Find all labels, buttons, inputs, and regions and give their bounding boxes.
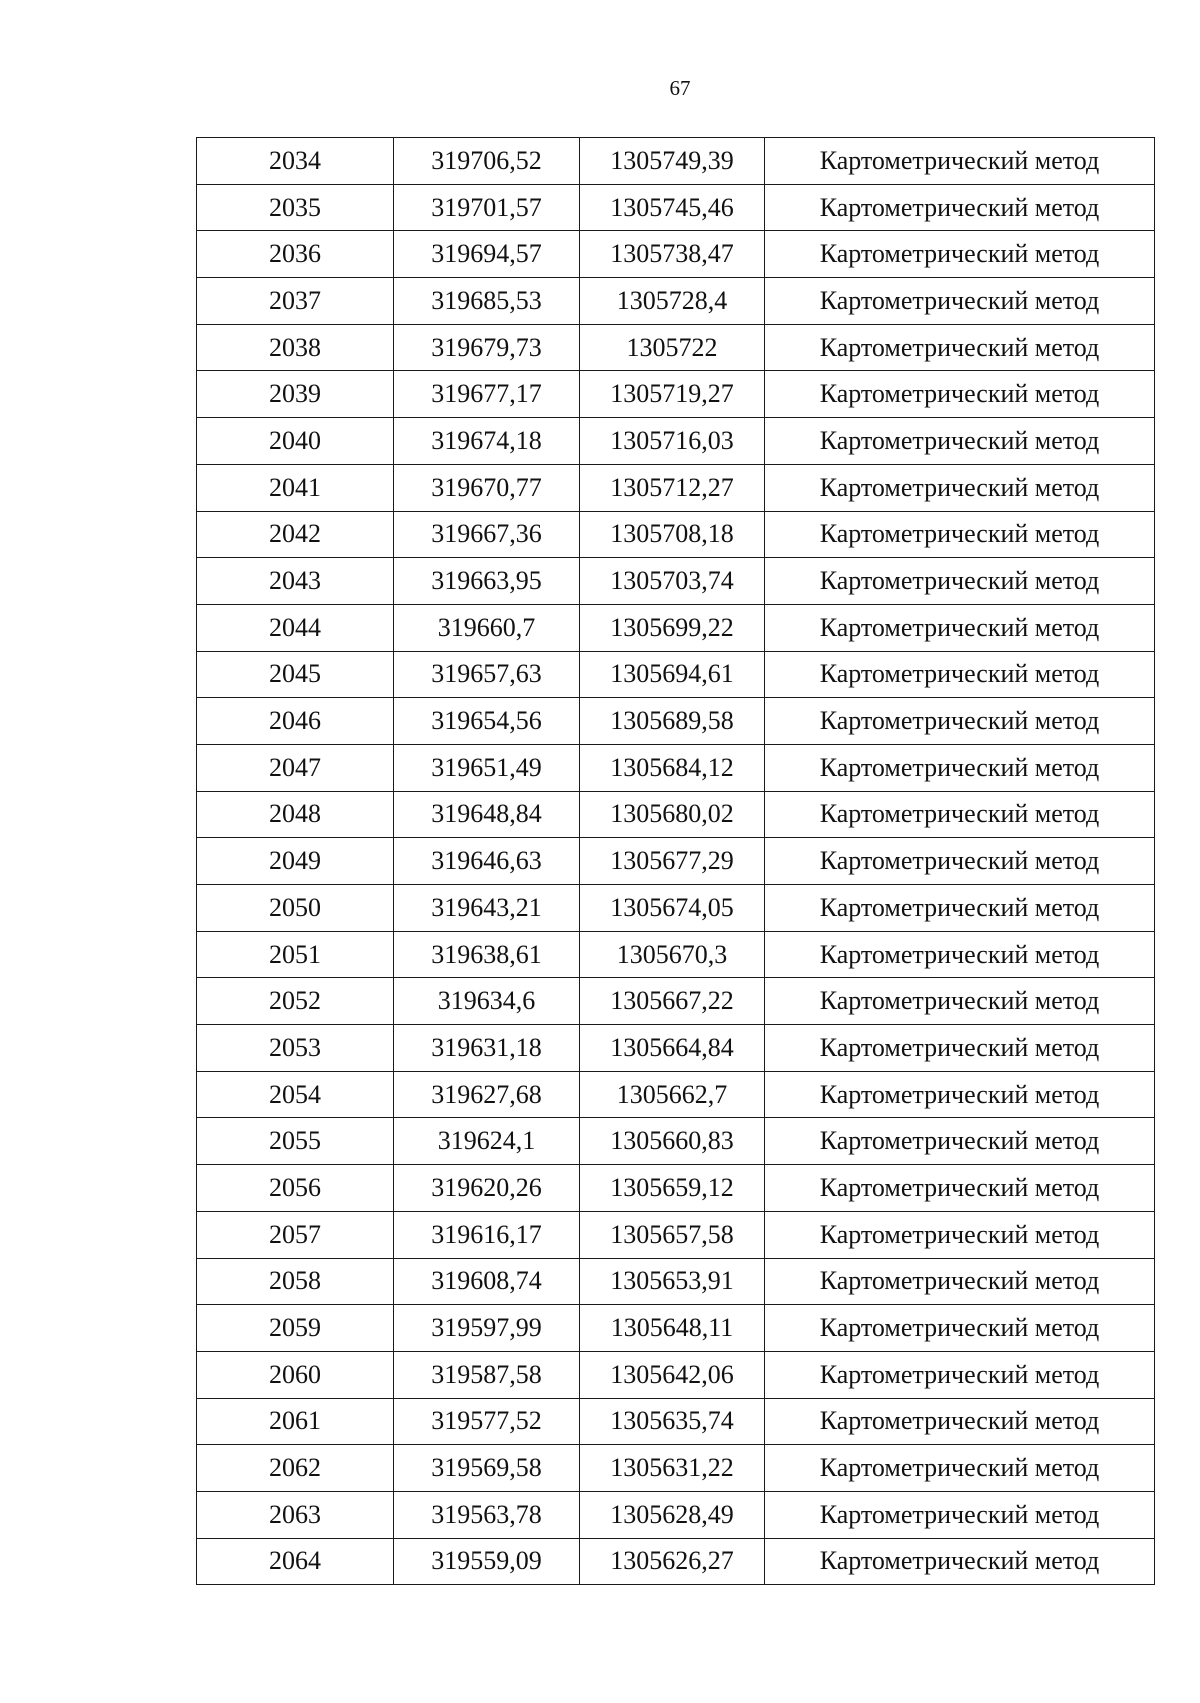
x-coordinate-cell: 319660,7 [394,604,580,651]
x-coordinate-cell: 319638,61 [394,931,580,978]
y-coordinate-cell: 1305680,02 [580,791,765,838]
y-coordinate-cell: 1305660,83 [580,1118,765,1165]
point-number-cell: 2042 [197,511,394,558]
x-coordinate-cell: 319597,99 [394,1305,580,1352]
x-coordinate-cell: 319651,49 [394,744,580,791]
table-row [197,1025,1155,1072]
table-row [197,184,1155,231]
x-coordinate-cell: 319685,53 [394,278,580,325]
x-coordinate-cell: 319631,18 [394,1025,580,1072]
point-number-cell: 2047 [197,744,394,791]
point-number-cell: 2049 [197,838,394,885]
point-number-cell: 2048 [197,791,394,838]
x-coordinate-cell: 319616,17 [394,1211,580,1258]
x-coordinate-cell: 319679,73 [394,324,580,371]
table-row [197,978,1155,1025]
y-coordinate-cell: 1305684,12 [580,744,765,791]
x-coordinate-cell: 319701,57 [394,184,580,231]
method-cell: Картометрический метод [765,1165,1155,1212]
method-cell: Картометрический метод [765,1398,1155,1445]
table-row [197,371,1155,418]
point-number-cell: 2044 [197,604,394,651]
method-cell: Картометрический метод [765,464,1155,511]
x-coordinate-cell: 319677,17 [394,371,580,418]
method-cell: Картометрический метод [765,885,1155,932]
x-coordinate-cell: 319667,36 [394,511,580,558]
y-coordinate-cell: 1305694,61 [580,651,765,698]
table-row [197,418,1155,465]
method-cell: Картометрический метод [765,418,1155,465]
point-number-cell: 2050 [197,885,394,932]
point-number-cell: 2061 [197,1398,394,1445]
table-row [197,698,1155,745]
x-coordinate-cell: 319569,58 [394,1445,580,1492]
x-coordinate-cell: 319648,84 [394,791,580,838]
method-cell: Картометрический метод [765,744,1155,791]
method-cell: Картометрический метод [765,1445,1155,1492]
y-coordinate-cell: 1305628,49 [580,1491,765,1538]
table-row [197,138,1155,185]
method-cell: Картометрический метод [765,604,1155,651]
y-coordinate-cell: 1305659,12 [580,1165,765,1212]
table-row [197,838,1155,885]
point-number-cell: 2046 [197,698,394,745]
y-coordinate-cell: 1305716,03 [580,418,765,465]
y-coordinate-cell: 1305689,58 [580,698,765,745]
table-row [197,1351,1155,1398]
x-coordinate-cell: 319608,74 [394,1258,580,1305]
table-row [197,511,1155,558]
x-coordinate-cell: 319646,63 [394,838,580,885]
point-number-cell: 2041 [197,464,394,511]
y-coordinate-cell: 1305728,4 [580,278,765,325]
point-number-cell: 2038 [197,324,394,371]
table-row [197,885,1155,932]
point-number-cell: 2064 [197,1538,394,1585]
point-number-cell: 2053 [197,1025,394,1072]
x-coordinate-cell: 319694,57 [394,231,580,278]
table-row [197,651,1155,698]
table-row [197,1258,1155,1305]
table-row [197,791,1155,838]
table-row [197,1165,1155,1212]
x-coordinate-cell: 319563,78 [394,1491,580,1538]
x-coordinate-cell: 319706,52 [394,138,580,185]
y-coordinate-cell: 1305662,7 [580,1071,765,1118]
y-coordinate-cell: 1305635,74 [580,1398,765,1445]
method-cell: Картометрический метод [765,1351,1155,1398]
point-number-cell: 2040 [197,418,394,465]
y-coordinate-cell: 1305653,91 [580,1258,765,1305]
method-cell: Картометрический метод [765,1211,1155,1258]
table-row [197,1211,1155,1258]
x-coordinate-cell: 319657,63 [394,651,580,698]
point-number-cell: 2059 [197,1305,394,1352]
method-cell: Картометрический метод [765,931,1155,978]
x-coordinate-cell: 319670,77 [394,464,580,511]
y-coordinate-cell: 1305664,84 [580,1025,765,1072]
table-row [197,1118,1155,1165]
y-coordinate-cell: 1305703,74 [580,558,765,605]
method-cell: Картометрический метод [765,1071,1155,1118]
method-cell: Картометрический метод [765,1025,1155,1072]
point-number-cell: 2045 [197,651,394,698]
point-number-cell: 2060 [197,1351,394,1398]
method-cell: Картометрический метод [765,1491,1155,1538]
table-row [197,931,1155,978]
table-row [197,604,1155,651]
method-cell: Картометрический метод [765,838,1155,885]
y-coordinate-cell: 1305657,58 [580,1211,765,1258]
y-coordinate-cell: 1305674,05 [580,885,765,932]
x-coordinate-cell: 319674,18 [394,418,580,465]
point-number-cell: 2054 [197,1071,394,1118]
y-coordinate-cell: 1305738,47 [580,231,765,278]
method-cell: Картометрический метод [765,651,1155,698]
table-row [197,1305,1155,1352]
coordinates-table [196,137,1155,1585]
table-row [197,1491,1155,1538]
x-coordinate-cell: 319559,09 [394,1538,580,1585]
method-cell: Картометрический метод [765,371,1155,418]
point-number-cell: 2058 [197,1258,394,1305]
method-cell: Картометрический метод [765,698,1155,745]
y-coordinate-cell: 1305719,27 [580,371,765,418]
x-coordinate-cell: 319634,6 [394,978,580,1025]
point-number-cell: 2043 [197,558,394,605]
method-cell: Картометрический метод [765,231,1155,278]
method-cell: Картометрический метод [765,558,1155,605]
point-number-cell: 2039 [197,371,394,418]
point-number-cell: 2057 [197,1211,394,1258]
point-number-cell: 2055 [197,1118,394,1165]
y-coordinate-cell: 1305667,22 [580,978,765,1025]
method-cell: Картометрический метод [765,1118,1155,1165]
x-coordinate-cell: 319643,21 [394,885,580,932]
method-cell: Картометрический метод [765,278,1155,325]
table-row [197,1445,1155,1492]
point-number-cell: 2062 [197,1445,394,1492]
page-number: 67 [669,76,691,100]
table-row [197,278,1155,325]
y-coordinate-cell: 1305631,22 [580,1445,765,1492]
table-row [197,1538,1155,1585]
method-cell: Картометрический метод [765,184,1155,231]
y-coordinate-cell: 1305677,29 [580,838,765,885]
table-row [197,231,1155,278]
point-number-cell: 2034 [197,138,394,185]
y-coordinate-cell: 1305745,46 [580,184,765,231]
x-coordinate-cell: 319627,68 [394,1071,580,1118]
x-coordinate-cell: 319620,26 [394,1165,580,1212]
table-row [197,558,1155,605]
table-row [197,1071,1155,1118]
y-coordinate-cell: 1305699,22 [580,604,765,651]
table-row [197,464,1155,511]
y-coordinate-cell: 1305749,39 [580,138,765,185]
point-number-cell: 2035 [197,184,394,231]
coordinates-table-body [197,138,1155,1585]
y-coordinate-cell: 1305648,11 [580,1305,765,1352]
point-number-cell: 2051 [197,931,394,978]
y-coordinate-cell: 1305712,27 [580,464,765,511]
x-coordinate-cell: 319587,58 [394,1351,580,1398]
method-cell: Картометрический метод [765,1305,1155,1352]
y-coordinate-cell: 1305670,3 [580,931,765,978]
x-coordinate-cell: 319663,95 [394,558,580,605]
point-number-cell: 2037 [197,278,394,325]
method-cell: Картометрический метод [765,1538,1155,1585]
method-cell: Картометрический метод [765,511,1155,558]
method-cell: Картометрический метод [765,1258,1155,1305]
point-number-cell: 2056 [197,1165,394,1212]
y-coordinate-cell: 1305722 [580,324,765,371]
method-cell: Картометрический метод [765,138,1155,185]
table-row [197,744,1155,791]
table-row [197,1398,1155,1445]
point-number-cell: 2063 [197,1491,394,1538]
method-cell: Картометрический метод [765,791,1155,838]
point-number-cell: 2036 [197,231,394,278]
table-row [197,324,1155,371]
x-coordinate-cell: 319654,56 [394,698,580,745]
x-coordinate-cell: 319624,1 [394,1118,580,1165]
y-coordinate-cell: 1305642,06 [580,1351,765,1398]
y-coordinate-cell: 1305626,27 [580,1538,765,1585]
method-cell: Картометрический метод [765,324,1155,371]
method-cell: Картометрический метод [765,978,1155,1025]
point-number-cell: 2052 [197,978,394,1025]
x-coordinate-cell: 319577,52 [394,1398,580,1445]
y-coordinate-cell: 1305708,18 [580,511,765,558]
